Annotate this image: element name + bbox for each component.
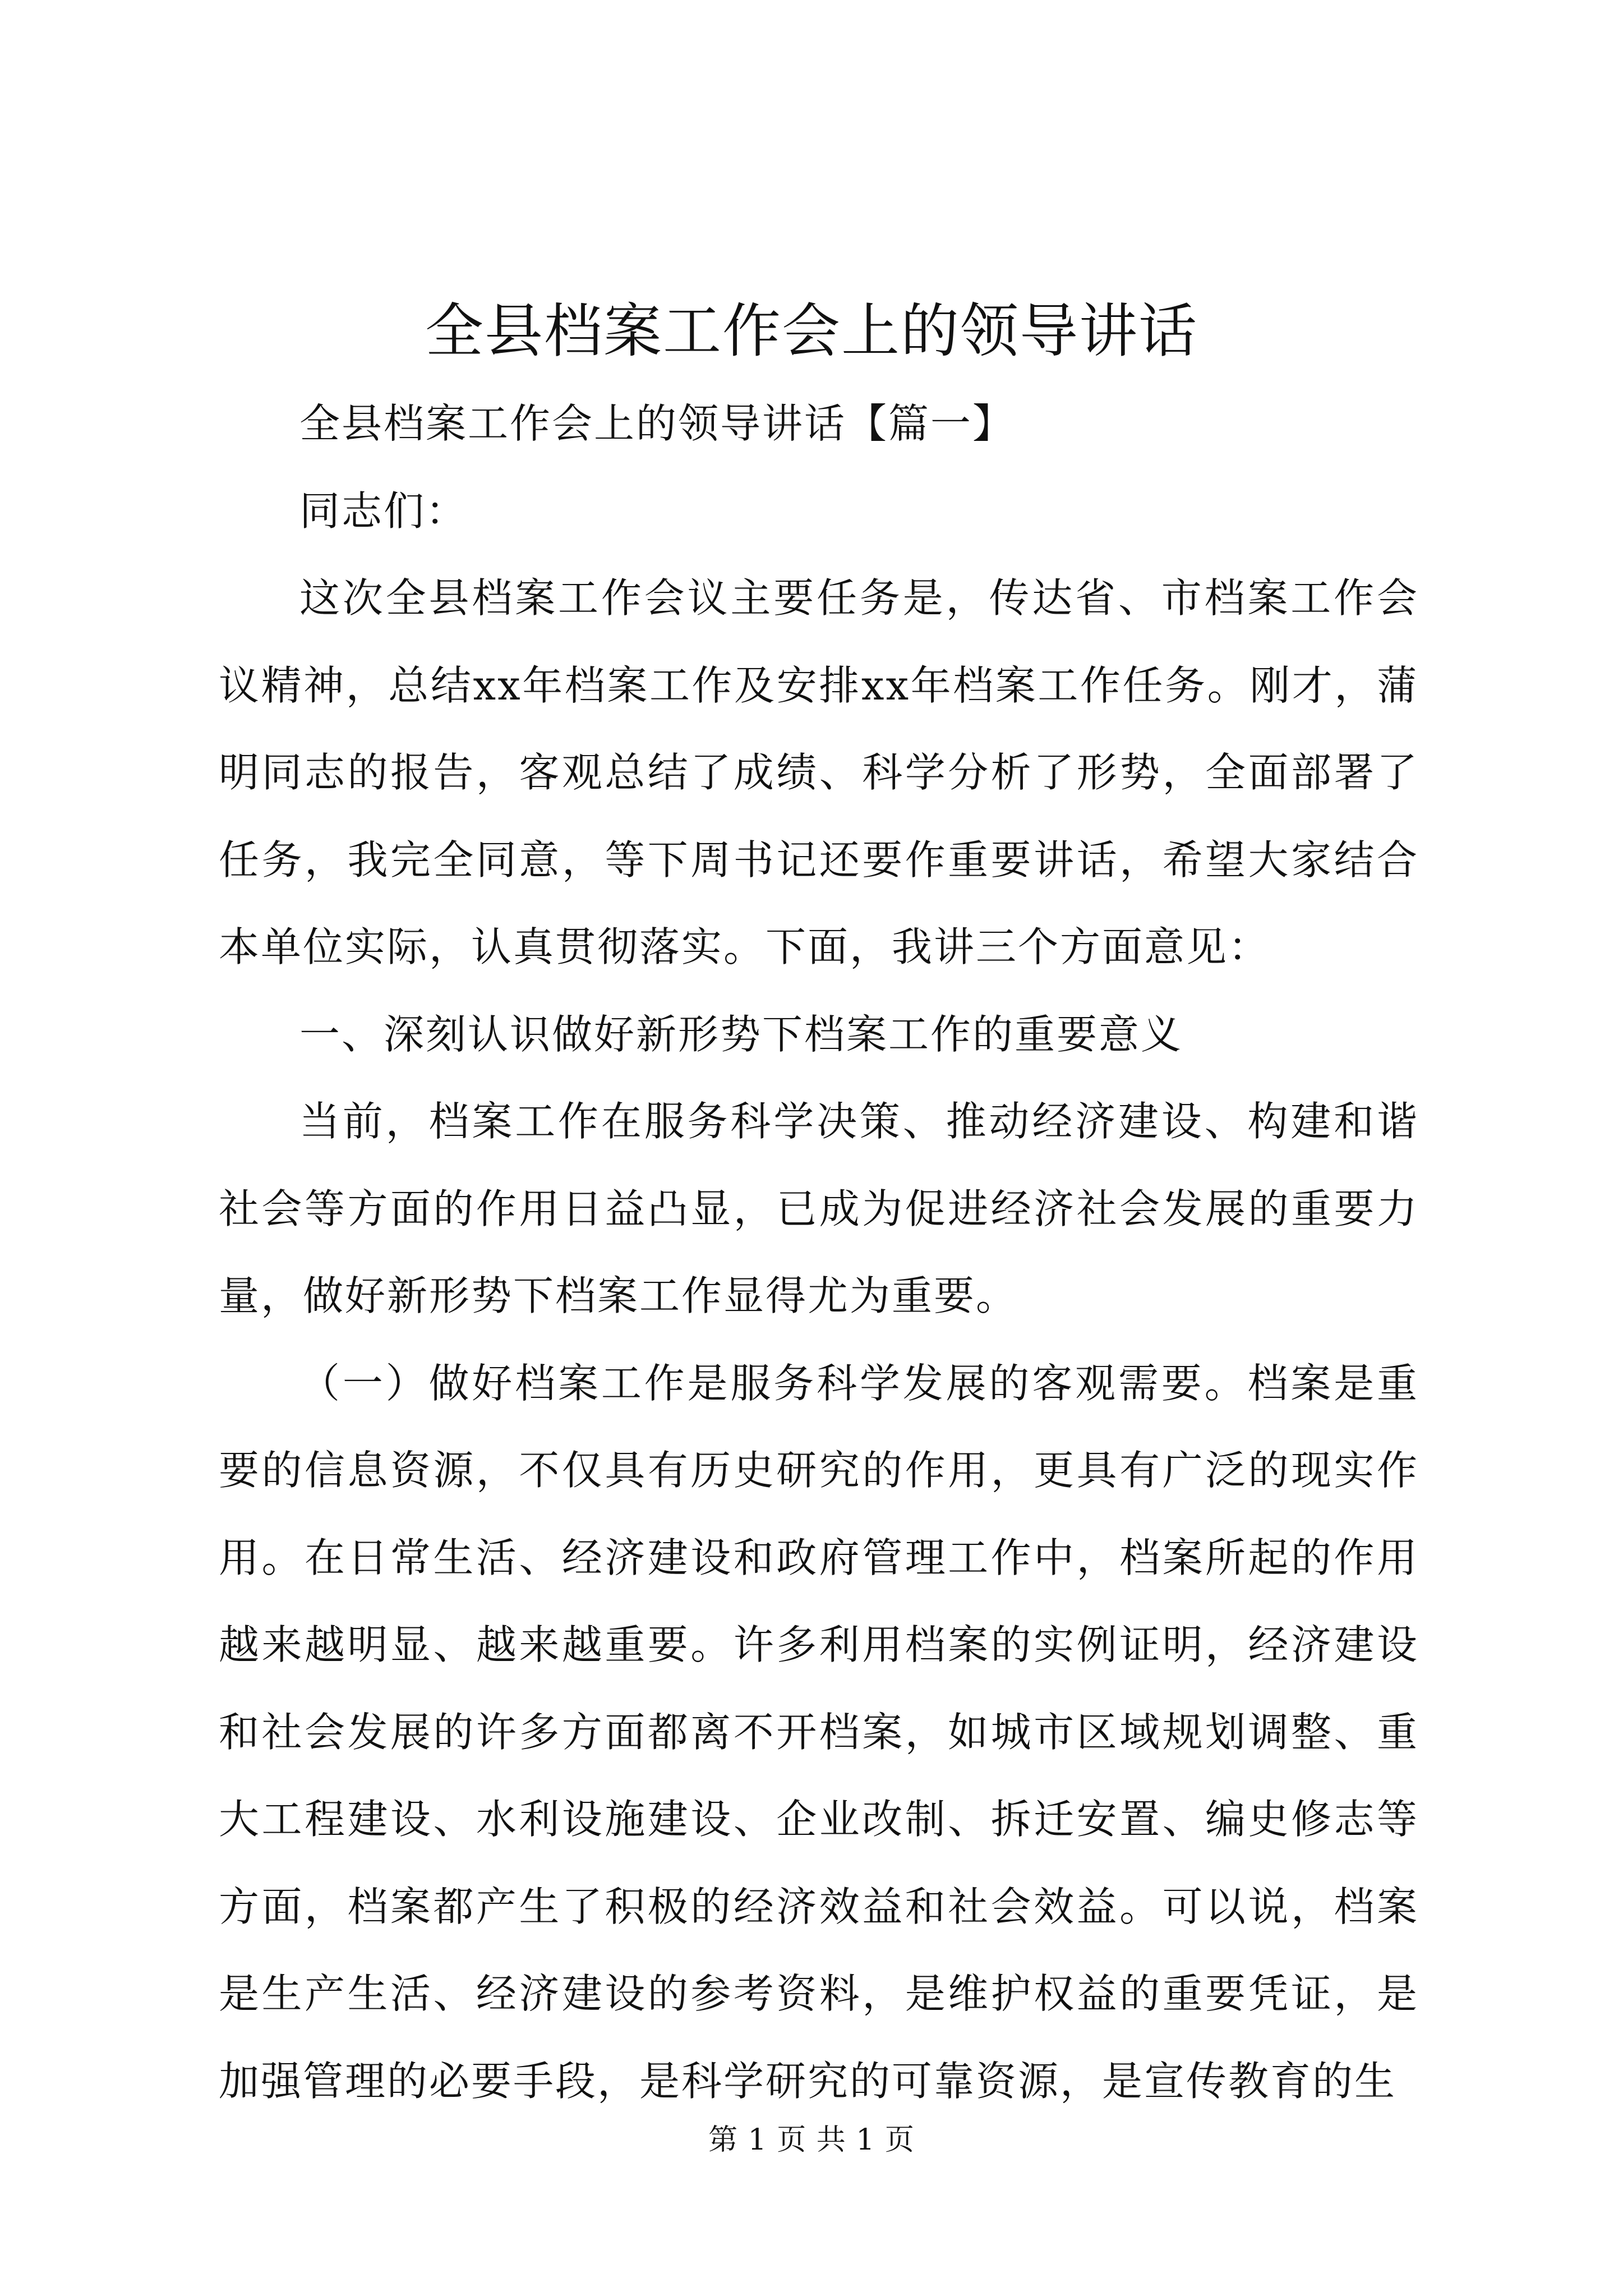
page-footer: 第 1 页 共 1 页 [708,2123,915,2157]
salutation: 同志们： [299,487,468,535]
document-body [219,380,1419,2125]
section-heading: 一、深刻认识做好新形势下档案工作的重要意义 [299,1010,1183,1058]
document-title: 全县档案工作会上的领导讲话 [425,297,1198,365]
section-heading: 全县档案工作会上的领导讲话【篇一】 [299,400,1015,447]
body-paragraph: 这次全县档案工作会议主要任务是，传达省、市档案工作会议精神，总结xx年档案工作及安排xx年档案工作任务。刚才，蒲明同志的报告，客观总结了成绩、科学分析了形势，全面部署了任务，我完全同意，等下周书记还要作重要讲话，希望大家结合本单位实际，认真贯彻落实。下面，我讲三个方面意见： [219,574,1419,970]
body-paragraph: （一）做好档案工作是服务科学发展的客观需要。档案是重要的信息资源，不仅具有历史研究的作用，更具有广泛的现实作用。在日常生活、经济建设和政府管理工作中，档案所起的作用越来越明显、越来越重要。许多利用档案的实例证明，经济建设和社会发展的许多方面都离不开档案，如城市区域规划调整、重大工程建设、水利设施建设、企业改制、拆迁安置、编史修志等方面，档案都产生了积极的经济效益和社会效益。可以说，档案是生产生活、经济建设的参考资料，是维护权益的重要凭证，是加强管理的必要手段，是科学研究的可靠资源，是宣传教育的生 [219,1359,1419,2105]
body-paragraph: 当前，档案工作在服务科学决策、推动经济建设、构建和谐社会等方面的作用日益凸显，已成为促进经济社会发展的重要力量，做好新形势下档案工作显得尤为重要。 [219,1098,1419,1319]
